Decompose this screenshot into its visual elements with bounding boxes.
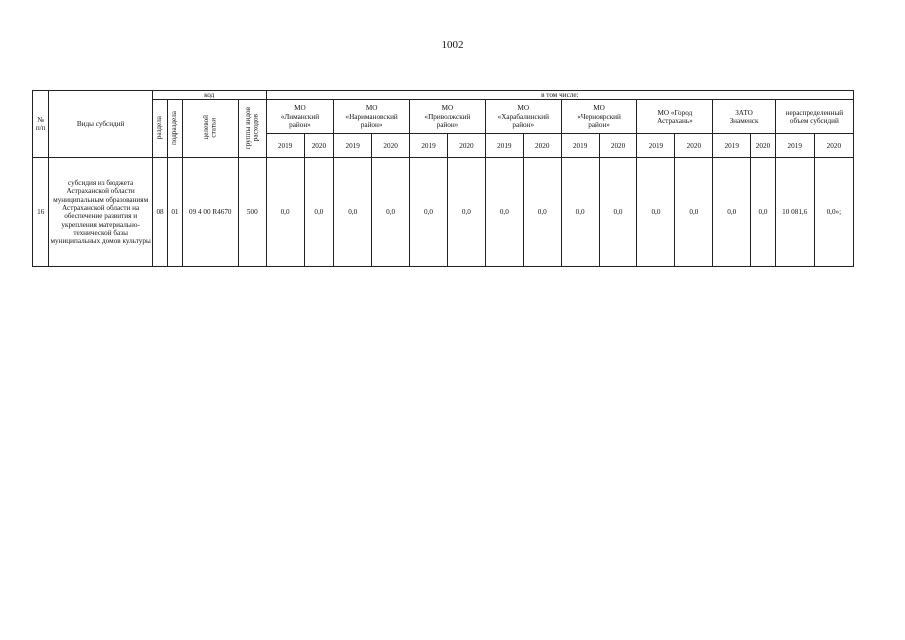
row-subsection: 01: [168, 158, 182, 267]
year-2020: 2020: [523, 134, 561, 158]
header-region-chernoyar: МО «Черноярский район»: [561, 100, 637, 134]
header-no: № п/п: [33, 91, 49, 158]
header-region-liman: МО «Лиманский район»: [266, 100, 334, 134]
header-section: раздела: [152, 100, 167, 158]
value-cell: 0,0: [304, 158, 334, 267]
header-subsection: подраздела: [168, 100, 182, 158]
table-row: [33, 158, 854, 267]
year-2020: 2020: [599, 134, 637, 158]
year-2020: 2020: [751, 134, 776, 158]
header-code: код: [152, 91, 266, 100]
header-region-astrakhan: МО «Город Астрахань»: [637, 100, 713, 134]
value-cell: 0,0: [599, 158, 637, 267]
value-cell: 0,0: [675, 158, 713, 267]
row-group: 500: [238, 158, 266, 267]
value-cell: 0,0: [713, 158, 751, 267]
year-2019: 2019: [334, 134, 372, 158]
header-region-unallocated: нераспределенный объем субсидий: [775, 100, 853, 134]
year-2019: 2019: [410, 134, 448, 158]
year-2019: 2019: [561, 134, 599, 158]
header-including: в том числе:: [266, 91, 853, 100]
value-cell: 0,0: [751, 158, 776, 267]
year-2020: 2020: [304, 134, 334, 158]
row-target: 09 4 00 R4670: [182, 158, 238, 267]
year-2020: 2020: [447, 134, 485, 158]
value-cell: 0,0: [334, 158, 372, 267]
year-2020: 2020: [675, 134, 713, 158]
header-region-narimanov: МО «Наримановский район»: [334, 100, 410, 134]
year-2019: 2019: [713, 134, 751, 158]
value-cell: 0,0: [485, 158, 523, 267]
year-2020: 2020: [372, 134, 410, 158]
year-2019: 2019: [266, 134, 304, 158]
value-cell: 10 081,6: [775, 158, 814, 267]
value-cell: 0,0: [523, 158, 561, 267]
page-number: 1002: [441, 39, 464, 51]
value-cell: 0,0»;: [814, 158, 853, 267]
value-cell: 0,0: [410, 158, 448, 267]
year-2019: 2019: [485, 134, 523, 158]
header-target: целевой статьи: [182, 100, 238, 158]
value-cell: 0,0: [447, 158, 485, 267]
year-2019: 2019: [775, 134, 814, 158]
header-types: Виды субсидий: [49, 91, 152, 158]
header-region-znamensk: ЗАТО Знаменск: [713, 100, 775, 134]
value-cell: 0,0: [266, 158, 304, 267]
header-region-kharabali: МО «Харабалинский район»: [485, 100, 561, 134]
value-cell: 0,0: [637, 158, 675, 267]
row-section: 08: [152, 158, 167, 267]
row-no: 16: [33, 158, 49, 267]
value-cell: 0,0: [372, 158, 410, 267]
value-cell: 0,0: [561, 158, 599, 267]
row-description: субсидия из бюджета Астраханской области муниципальным образованиям Астраханской области на обеспечение развития и укрепления материально-технической базы муниципальных домов культуры: [49, 158, 152, 267]
year-2020: 2020: [814, 134, 853, 158]
header-region-privolzh: МО «Приволжский район»: [410, 100, 486, 134]
header-group: группы видов расходов: [238, 100, 266, 158]
subsidy-table: [32, 90, 854, 267]
year-2019: 2019: [637, 134, 675, 158]
